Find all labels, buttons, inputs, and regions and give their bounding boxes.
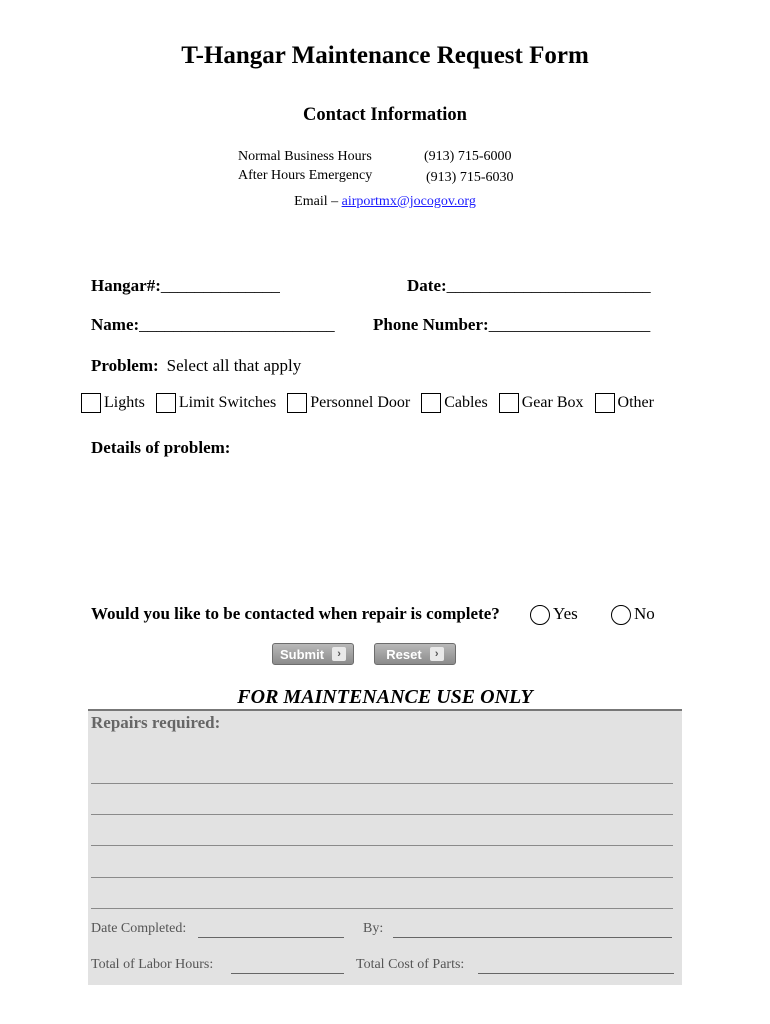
email-prefix: Email – bbox=[294, 194, 342, 209]
option-lights[interactable] bbox=[81, 393, 145, 413]
hangar-field[interactable] bbox=[91, 276, 280, 296]
checkbox-limit-switches[interactable] bbox=[156, 393, 176, 413]
repairs-label: Repairs required: bbox=[91, 713, 221, 732]
option-label: Limit Switches bbox=[178, 394, 277, 411]
submit-label: Submit bbox=[279, 646, 325, 662]
labor-hours-line bbox=[231, 973, 344, 974]
chevron-right-icon: › bbox=[332, 647, 346, 661]
labor-hours-label: Total of Labor Hours: bbox=[91, 957, 214, 972]
option-gear-box[interactable] bbox=[499, 393, 584, 413]
option-label: Cables bbox=[444, 394, 488, 411]
name-field[interactable] bbox=[91, 315, 335, 335]
option-label: Other bbox=[617, 394, 654, 411]
business-hours-phone: (913) 715-6000 bbox=[424, 149, 512, 164]
by-line bbox=[393, 937, 672, 938]
name-label: Name: bbox=[91, 315, 140, 334]
checkbox-lights[interactable] bbox=[81, 393, 101, 413]
problem-options bbox=[81, 393, 654, 413]
hangar-label: Hangar#: bbox=[91, 276, 161, 295]
problem-row bbox=[91, 356, 301, 376]
business-hours-label: Normal Business Hours bbox=[238, 149, 372, 164]
problem-label: Problem: bbox=[91, 356, 159, 375]
submit-button[interactable] bbox=[272, 643, 354, 665]
repairs-line bbox=[91, 845, 673, 846]
radio-yes-option[interactable] bbox=[530, 604, 578, 625]
chevron-right-icon: › bbox=[430, 647, 444, 661]
page-title: T-Hangar Maintenance Request Form bbox=[181, 42, 589, 69]
date-completed-label: Date Completed: bbox=[91, 921, 187, 936]
radio-yes[interactable] bbox=[530, 605, 550, 625]
reset-button[interactable] bbox=[374, 643, 456, 665]
date-field[interactable] bbox=[407, 276, 651, 296]
parts-cost-line bbox=[478, 973, 674, 974]
option-other[interactable] bbox=[595, 393, 654, 413]
details-textarea[interactable] bbox=[91, 462, 681, 592]
checkbox-personnel-door[interactable] bbox=[287, 393, 307, 413]
date-label: Date: bbox=[407, 276, 447, 295]
maintenance-section bbox=[88, 709, 682, 985]
option-limit-switches[interactable] bbox=[156, 393, 276, 413]
after-hours-label: After Hours Emergency bbox=[238, 168, 373, 183]
date-blank[interactable]: ________________________ bbox=[446, 276, 651, 295]
phone-blank[interactable]: ___________________ bbox=[488, 315, 651, 334]
maintenance-heading: FOR MAINTENANCE USE ONLY bbox=[237, 686, 533, 708]
checkbox-cables[interactable] bbox=[421, 393, 441, 413]
checkbox-gear-box[interactable] bbox=[499, 393, 519, 413]
phone-field[interactable] bbox=[373, 315, 650, 335]
contact-heading: Contact Information bbox=[303, 105, 467, 125]
problem-hint: Select all that apply bbox=[166, 356, 302, 375]
parts-cost-label: Total Cost of Parts: bbox=[356, 957, 465, 972]
email-link[interactable]: airportmx@jocogov.org bbox=[341, 194, 476, 209]
option-label: Lights bbox=[104, 394, 145, 411]
phone-label: Phone Number: bbox=[373, 315, 489, 334]
option-label: Personnel Door bbox=[310, 394, 411, 411]
repairs-line bbox=[91, 877, 673, 878]
repairs-line bbox=[91, 783, 673, 784]
radio-yes-label: Yes bbox=[553, 604, 578, 623]
option-label: Gear Box bbox=[521, 394, 584, 411]
date-completed-line bbox=[198, 937, 344, 938]
repairs-line bbox=[91, 908, 673, 909]
contact-question: Would you like to be contacted when repair is complete? bbox=[91, 604, 500, 623]
by-label: By: bbox=[363, 921, 384, 936]
hangar-blank[interactable]: ______________ bbox=[160, 276, 280, 295]
name-blank[interactable]: _______________________ bbox=[139, 315, 335, 334]
option-personnel-door[interactable] bbox=[287, 393, 410, 413]
radio-no-label: No bbox=[634, 604, 655, 623]
radio-no[interactable] bbox=[611, 605, 631, 625]
option-cables[interactable] bbox=[421, 393, 488, 413]
email-row bbox=[0, 194, 770, 210]
after-hours-phone: (913) 715-6030 bbox=[426, 170, 514, 185]
reset-label: Reset bbox=[386, 646, 422, 662]
details-label: Details of problem: bbox=[91, 438, 231, 457]
radio-no-option[interactable] bbox=[611, 604, 655, 625]
repairs-line bbox=[91, 814, 673, 815]
checkbox-other[interactable] bbox=[595, 393, 615, 413]
